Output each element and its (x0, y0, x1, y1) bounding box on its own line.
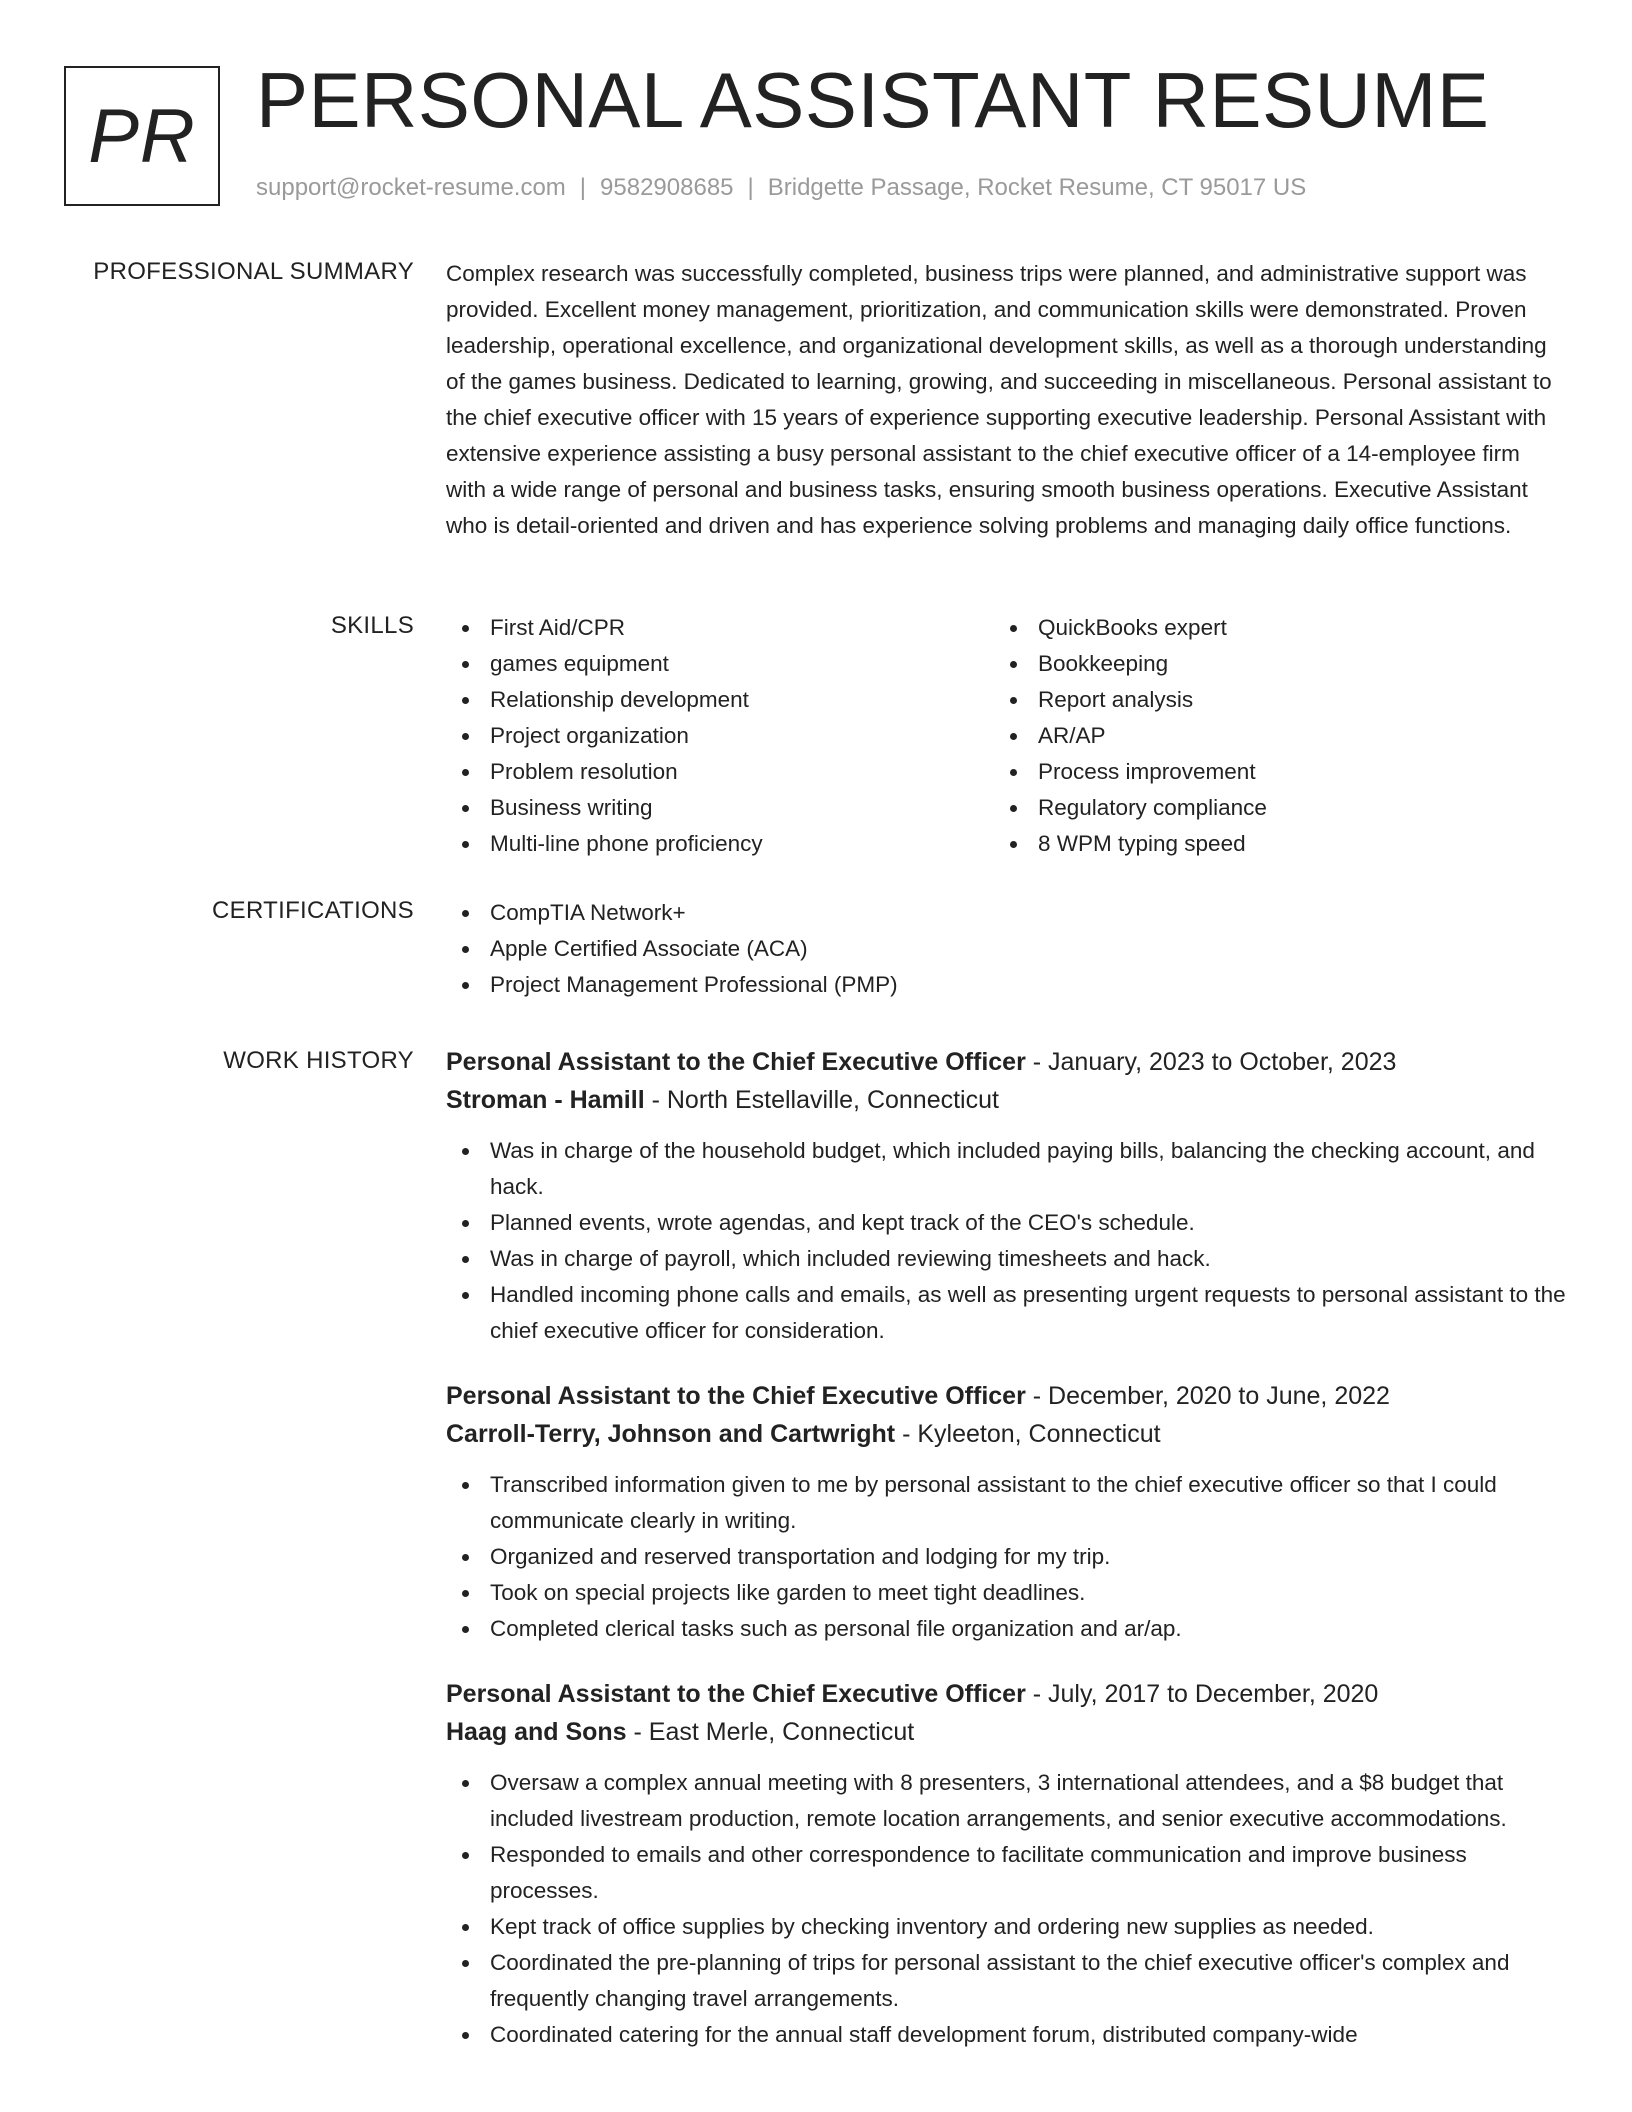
summary-body (446, 256, 1566, 544)
skill-item: Process improvement (994, 754, 1542, 790)
certification-item: Apple Certified Associate (ACA) (446, 931, 1566, 967)
skills-heading: SKILLS (330, 612, 414, 639)
certifications-body (446, 895, 1566, 1003)
job-dates: - January, 2023 to October, 2023 (1025, 1048, 1397, 1076)
job-duty: Responded to emails and other correspondence to facilitate communication and improve business processes. (446, 1837, 1566, 1909)
job-title-line (446, 1675, 1566, 1713)
job-duties-list (446, 1765, 1566, 2053)
contact-line (256, 174, 1306, 202)
job-location: - Kyleeton, Connecticut (895, 1420, 1161, 1448)
contact-separator: | (747, 174, 754, 201)
job-company: Stroman - Hamill (446, 1086, 645, 1114)
job-company-line (446, 1713, 1566, 1751)
job-title: Personal Assistant to the Chief Executive Officer (446, 1680, 1026, 1708)
skill-item: AR/AP (994, 718, 1542, 754)
skill-item: Report analysis (994, 682, 1542, 718)
summary-heading: PROFESSIONAL SUMMARY (93, 258, 414, 285)
skill-item: Business writing (446, 790, 994, 826)
job-title: Personal Assistant to the Chief Executive Officer (446, 1382, 1026, 1410)
work-history-body (446, 1043, 1566, 2081)
job-duty: Coordinated catering for the annual staff development forum, distributed company-wide (446, 2017, 1566, 2053)
monogram-box (64, 66, 220, 206)
job-duty: Organized and reserved transportation and lodging for my trip. (446, 1539, 1566, 1575)
skill-item: QuickBooks expert (994, 610, 1542, 646)
job-company: Carroll-Terry, Johnson and Cartwright (446, 1420, 896, 1448)
resume-title: PERSONAL ASSISTANT RESUME (256, 56, 1490, 144)
job-duty: Was in charge of payroll, which included reviewing timesheets and hack. (446, 1241, 1566, 1277)
contact-separator: | (579, 174, 587, 201)
work-history-heading: WORK HISTORY (223, 1047, 414, 1074)
job-duty: Took on special projects like garden to meet tight deadlines. (446, 1575, 1566, 1611)
job-duty: Completed clerical tasks such as personal file organization and ar/ap. (446, 1611, 1566, 1647)
job-duty: Transcribed information given to me by personal assistant to the chief executive officer so that I could communicate clearly in writing. (446, 1467, 1566, 1539)
job-duties-list (446, 1467, 1566, 1647)
job-company-line (446, 1081, 1566, 1119)
job-entry (446, 1377, 1566, 1647)
job-duty: Planned events, wrote agendas, and kept track of the CEO's schedule. (446, 1205, 1566, 1241)
job-dates: - December, 2020 to June, 2022 (1025, 1382, 1390, 1410)
skill-item: Project organization (446, 718, 994, 754)
skills-list-left (446, 610, 994, 862)
summary-text: Complex research was successfully completed, business trips were planned, and administrative support was provided. Excellent money management, prioritization, and communication skills were demonstrated. Proven leadership, operational excellence, and organizational development skills, as well as a thorough understanding of the games business. Dedicated to learning, growing, and succeeding in miscellaneous. Personal assistant to the chief executive officer with 15 years of experience supporting executive leadership. Personal Assistant with extensive experience assisting a busy personal assistant to the chief executive officer of a 14-employee firm with a wide range of personal and business tasks, ensuring smooth business operations. Executive Assistant who is detail-oriented and driven and has experience solving problems and managing daily office functions. (446, 261, 1552, 538)
job-location: - East Merle, Connecticut (626, 1718, 915, 1746)
skill-item: Relationship development (446, 682, 994, 718)
skill-item: First Aid/CPR (446, 610, 994, 646)
certification-item: Project Management Professional (PMP) (446, 967, 1566, 1003)
skills-list-right (994, 610, 1542, 862)
job-company-line (446, 1415, 1566, 1453)
certifications-heading: CERTIFICATIONS (212, 897, 414, 924)
job-company: Haag and Sons (446, 1718, 627, 1746)
monogram-initials: PR (88, 93, 196, 179)
job-dates: - July, 2017 to December, 2020 (1025, 1680, 1379, 1708)
skill-item: Problem resolution (446, 754, 994, 790)
job-duty: Coordinated the pre-planning of trips for personal assistant to the chief executive officer's complex and frequently changing travel arrangements. (446, 1945, 1566, 2017)
job-entry (446, 1043, 1566, 1349)
skill-item: Regulatory compliance (994, 790, 1542, 826)
job-duty: Kept track of office supplies by checking inventory and ordering new supplies as needed. (446, 1909, 1566, 1945)
contact-email: support@rocket-resume.com (256, 174, 566, 201)
job-entry (446, 1675, 1566, 2053)
job-duty: Was in charge of the household budget, which included paying bills, balancing the checking account, and hack. (446, 1133, 1566, 1205)
job-duty: Oversaw a complex annual meeting with 8 presenters, 3 international attendees, and a $8 budget that included livestream production, remote location arrangements, and senior executive accommodations. (446, 1765, 1566, 1837)
contact-phone: 9582908685 (600, 174, 734, 201)
skills-body (446, 610, 1566, 862)
certifications-list (446, 895, 1566, 1003)
job-title-line (446, 1377, 1566, 1415)
job-title: Personal Assistant to the Chief Executive Officer (446, 1048, 1026, 1076)
skill-item: games equipment (446, 646, 994, 682)
certification-item: CompTIA Network+ (446, 895, 1566, 931)
skill-item: Bookkeeping (994, 646, 1542, 682)
job-duties-list (446, 1133, 1566, 1349)
job-location: - North Estellaville, Connecticut (644, 1086, 999, 1114)
contact-address: Bridgette Passage, Rocket Resume, CT 95017 US (767, 174, 1307, 201)
skill-item: Multi-line phone proficiency (446, 826, 994, 862)
job-duty: Handled incoming phone calls and emails, as well as presenting urgent requests to personal assistant to the chief executive officer for consideration. (446, 1277, 1566, 1349)
job-title-line (446, 1043, 1566, 1081)
skill-item: 8 WPM typing speed (994, 826, 1542, 862)
